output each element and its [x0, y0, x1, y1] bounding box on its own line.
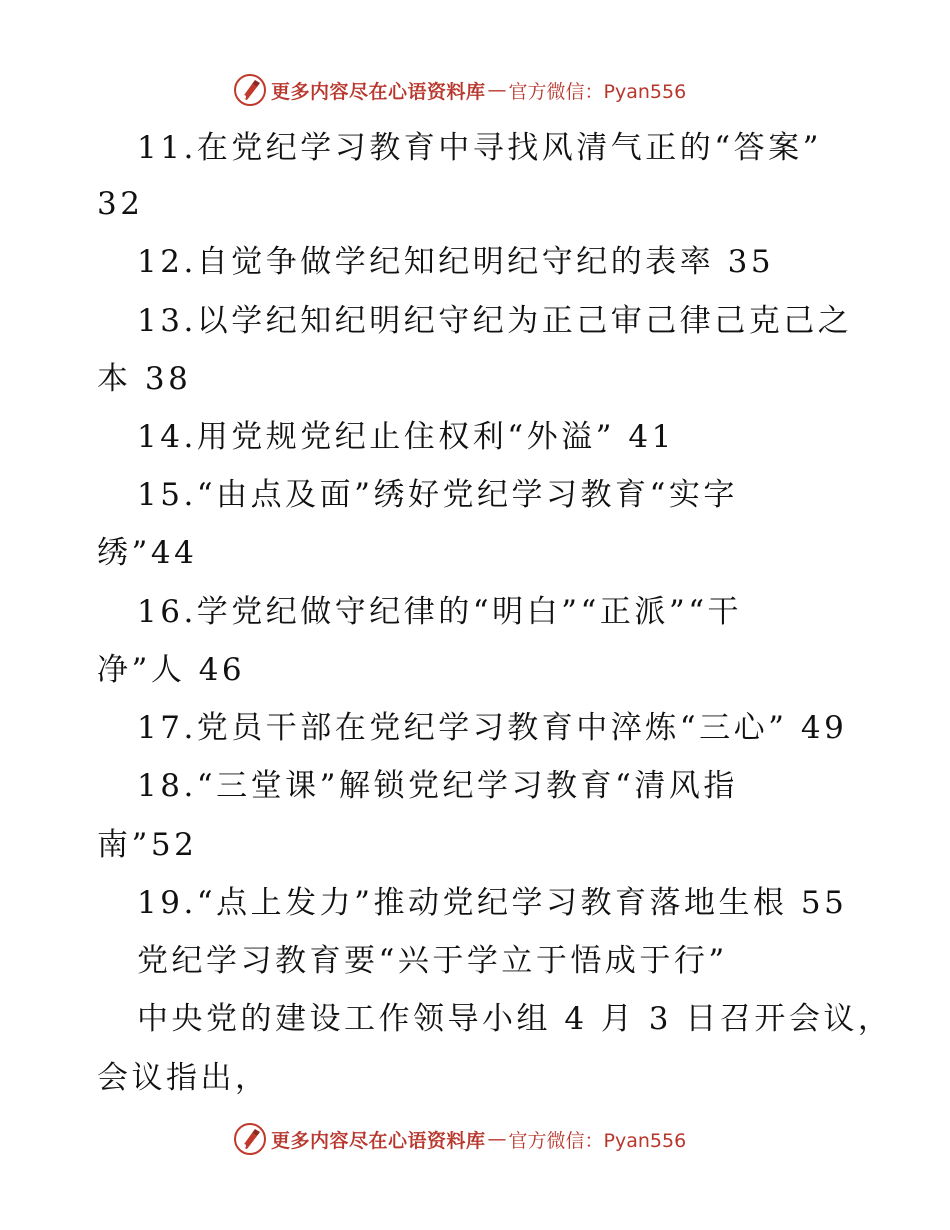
toc-entry-13: 13.以学纪知纪明纪守纪为正己审己律己克己之: [137, 303, 853, 339]
section-heading: 党纪学习教育要“兴于学立于悟成于行”: [137, 943, 728, 979]
header-watermark: [233, 73, 686, 107]
toc-entry-11: 11.在党纪学习教育中寻找风清气正的“答案”: [137, 130, 822, 166]
toc-entry-18: 18.“三堂课”解锁党纪学习教育“清风指: [137, 768, 738, 804]
toc-entry-15-cont: 绣”44: [97, 535, 198, 571]
toc-entry-12: 12.自觉争做学纪知纪明纪守纪的表率 35: [137, 244, 775, 280]
toc-entry-14: 14.用党规党纪止住权利“外溢” 41: [137, 419, 675, 455]
toc-entry-13-cont: 本 38: [97, 361, 192, 397]
body-paragraph-line-1: 中央党的建设工作领导小组 4 月 3 日召开会议，: [137, 1001, 893, 1037]
toc-entry-16: 16.学党纪做守纪律的“明白”“正派”“干: [137, 594, 743, 630]
watermark-wechat: 官方微信：Pyan556: [508, 1129, 687, 1152]
watermark-brand: 更多内容尽在心语资料库: [271, 1129, 486, 1152]
toc-entry-19: 19.“点上发力”推动党纪学习教育落地生根 55: [137, 885, 848, 921]
toc-entry-18-cont: 南”52: [97, 827, 198, 863]
toc-entry-15: 15.“由点及面”绣好党纪学习教育“实字: [137, 477, 738, 513]
watermark-separator: —: [487, 79, 507, 101]
watermark-brand: 更多内容尽在心语资料库: [271, 80, 486, 103]
pen-nib-logo-icon: [233, 73, 267, 107]
pen-nib-logo-icon: [233, 1122, 267, 1156]
watermark-separator: —: [487, 1128, 507, 1150]
body-paragraph-line-2: 会议指出，: [97, 1060, 270, 1096]
watermark-wechat: 官方微信：Pyan556: [508, 80, 687, 103]
toc-entry-11-page: 32: [97, 186, 144, 222]
footer-watermark: [233, 1122, 686, 1156]
toc-entry-17: 17.党员干部在党纪学习教育中淬炼“三心” 49: [137, 710, 848, 746]
toc-entry-16-cont: 净”人 46: [97, 652, 246, 688]
